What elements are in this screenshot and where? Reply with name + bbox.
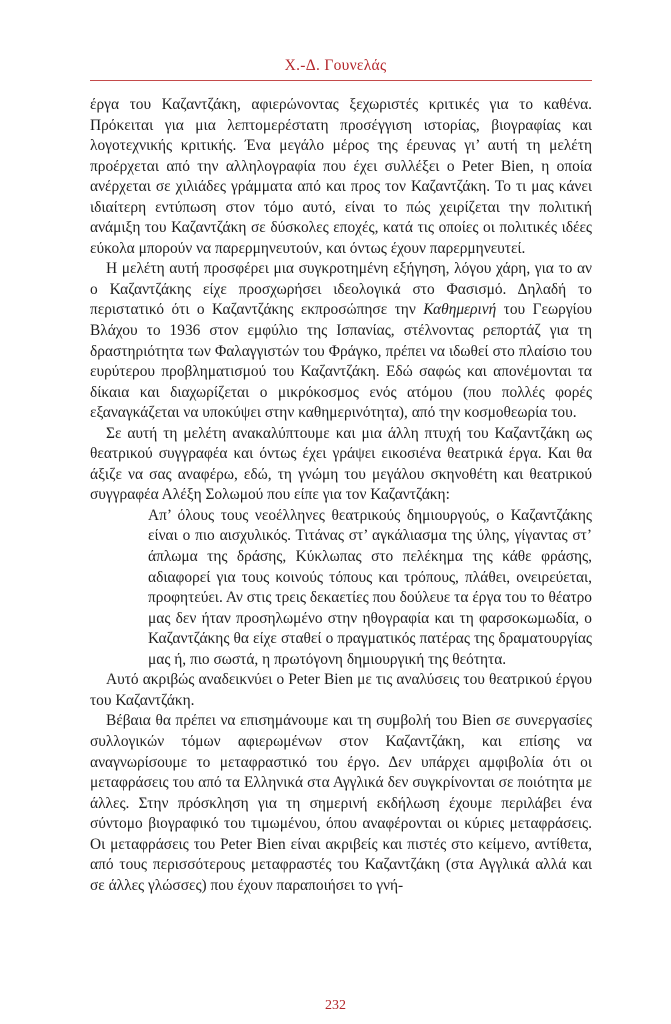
body-text (90, 95, 592, 896)
paragraph-2-part-2: του Γεωργίου Βλάχου το 1936 στον εμφύλιο της Ισπανίας, στέλνοντας ρεπορτάζ για τη δραστηριότητα των Φαλαγγιστών του Φράγκο, πρέπει να ιδωθεί στο πλαίσιο του ευρύτερου προβληματισμού του Καζαντζάκη. Εδώ σαφώς και απονέμονται τα δίκαια και διαχωρίζεται ο μικρόκοσμος ενός ατόμου (που πολλές φορές εξαναγκάζεται να υποκύψει στην καθημερινότητα), από την κοσμοθεωρία του. (90, 301, 593, 422)
page-number: 232 (325, 998, 346, 1013)
running-head-title: Χ.-Δ. Γουνελάς (284, 57, 387, 74)
paragraph-1: έργα του Καζαντζάκη, αφιερώνοντας ξεχωριστές κριτικές για το καθένα. Πρόκειται για μια λεπτομερέστατη προσέγγιση ιστορίας, βιογραφίας και λογοτεχνικής κριτικής. Ένα μεγάλο μέρος της έρευνας γι’ αυτή τη μελέτη προέρχεται από την αλληλογραφία που έχει συλλέξει ο Peter Bien, η οποία ανέρχεται σε χιλιάδες γράμματα από και προς τον Καζαντζάκη. Το τι μας κάνει ιδιαίτερη εντύπωση στον τόμο αυτό, είναι το πώς χειρίζεται την πολιτική ανάμιξη του Καζαντζάκη σε δύσκολες εποχές, κατά τις οποίες οι πολιτικές ιδέες εύκολα μπορούν να παρερμηνευτούν, και όντως έχουν παρερμηνευτεί. (90, 96, 592, 257)
newspaper-title: Καθημερινή (423, 301, 497, 319)
paragraph-4: Αυτό ακριβώς αναδεικνύει ο Peter Bien με τις αναλύσεις του θεατρικού έργου του Καζαντζάκη. (90, 671, 592, 709)
block-quote: Απ’ όλους τους νεοέλληνες θεατρικούς δημιουργούς, ο Καζαντζάκης είναι ο πιο αισχυλικός. Τιτάνας στ’ αγκάλιασμα της ύλης, γίγαντας στ’ άπλωμα της δράσης, Κύκλωπας στο πελέκημα της κάθε φράσης, αδιαφορεί για τους κοινούς τόπους και τρόπους, πλάθει, ονειρεύεται, προφητεύει. Αν στις τρεις δεκαετίες που δούλευε τα έργα του το θέατρο μας δεν ήταν προσηλωμένο στην ηθογραφία και τη φαρσοκωμωδία, ο Καζαντζάκης θα είχε σταθεί ο πραγματικός πατέρας της δραματουργίας μας ή, πιο σωστά, η πρωτόγονη δημιουργική της θεότητα. (148, 506, 592, 668)
paragraph-2 (90, 259, 592, 423)
paragraph-2-part-1: Η μελέτη αυτή προσφέρει μια συγκροτημένη εξήγηση, λόγου χάρη, για το αν ο Καζαντζάκης είχε προσχωρήσει ιδεολογικά στο Φασισμό. Δηλαδή το περιστατικό ότι ο Καζαντζάκης εκπροσώπησε την (90, 260, 592, 319)
header-rule (90, 80, 592, 81)
paragraph-5: Βέβαια θα πρέπει να επισημάνουμε και τη συμβολή του Bien σε συνεργασίες συλλογικών τόμων αφιερωμένων στον Καζαντζάκη, και επίσης να αναγνωρίσουμε το μεταφραστικό του έργο. Δεν υπάρχει αμφιβολία ότι οι μεταφράσεις του από τα Ελληνικά στα Αγγλικά δεν συγκρίνονται σε ποιότητα με άλλες. Στην πρόσκληση για τη σημερινή εκδήλωση έχουμε περιλάβει ένα σύντομο βιογραφικό του τιμωμένου, όπου αναφέρονται οι κύριες μεταφράσεις. Οι μεταφράσεις του Peter Bien είναι ακριβείς και πιστές στο κείμενο, αντίθετα, από τους περισσότερους μεταφραστές του Καζαντζάκη (στα Αγγλικά αλλά και σε άλλες γλώσσες) που έχουν παραποιήσει το γνή- (90, 712, 592, 894)
paragraph-3: Σε αυτή τη μελέτη ανακαλύπτουμε και μια άλλη πτυχή του Καζαντζάκη ως θεατρικού συγγραφέα και όντως έχει γράψει εικοσιένα θεατρικά έργα. Και θα άξιζε να σας αναφέρω, εδώ, τη γνώμη του μεγάλου σκηνοθέτη και θεατρικού συγγραφέα Αλέξη Σολωμού που είπε για τον Καζαντζάκη: (90, 424, 592, 504)
